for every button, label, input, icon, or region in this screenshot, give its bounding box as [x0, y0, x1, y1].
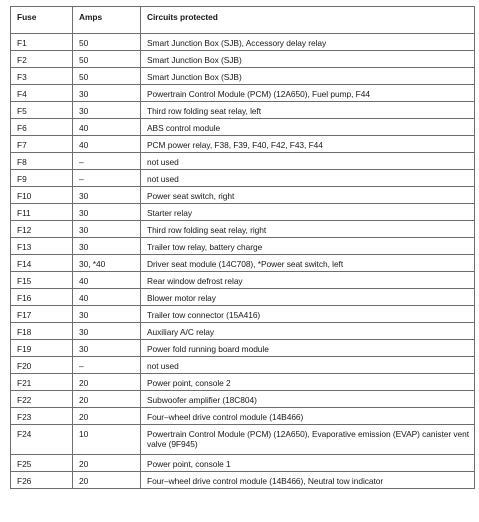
circuit-cell: Trailer tow relay, battery charge [141, 238, 475, 255]
header-row [11, 7, 475, 34]
fuse-cell: F11 [11, 204, 73, 221]
circuit-cell: Smart Junction Box (SJB) [141, 51, 475, 68]
fuse-table-body [11, 34, 475, 489]
circuit-cell: Blower motor relay [141, 289, 475, 306]
fuse-cell: F25 [11, 455, 73, 472]
fuse-cell: F16 [11, 289, 73, 306]
fuse-cell: F4 [11, 85, 73, 102]
circuit-cell: Rear window defrost relay [141, 272, 475, 289]
table-row [11, 255, 475, 272]
fuse-cell: F21 [11, 374, 73, 391]
header-circuits-protected: Circuits protected [141, 7, 475, 34]
amps-cell: 50 [73, 51, 141, 68]
table-row [11, 153, 475, 170]
fuse-cell: F14 [11, 255, 73, 272]
table-row [11, 357, 475, 374]
table-row [11, 306, 475, 323]
fuse-table [10, 6, 475, 489]
fuse-cell: F24 [11, 425, 73, 455]
amps-cell: 10 [73, 425, 141, 455]
amps-cell: 20 [73, 374, 141, 391]
amps-cell: 30 [73, 204, 141, 221]
fuse-cell: F17 [11, 306, 73, 323]
table-row [11, 170, 475, 187]
circuit-cell: Trailer tow connector (15A416) [141, 306, 475, 323]
fuse-cell: F23 [11, 408, 73, 425]
fuse-cell: F20 [11, 357, 73, 374]
circuit-cell: Power point, console 1 [141, 455, 475, 472]
table-row [11, 221, 475, 238]
table-row [11, 136, 475, 153]
amps-cell: 30 [73, 238, 141, 255]
circuit-cell: Starter relay [141, 204, 475, 221]
amps-cell: 20 [73, 408, 141, 425]
table-row [11, 119, 475, 136]
fuse-cell: F9 [11, 170, 73, 187]
table-row [11, 425, 475, 455]
amps-cell: 50 [73, 68, 141, 85]
header-amps: Amps [73, 7, 141, 34]
circuit-cell: Four–wheel drive control module (14B466), Neutral tow indicator [141, 472, 475, 489]
table-row [11, 323, 475, 340]
table-row [11, 187, 475, 204]
amps-cell: 30 [73, 187, 141, 204]
header-fuse: Fuse [11, 7, 73, 34]
fuse-cell: F22 [11, 391, 73, 408]
circuit-cell: not used [141, 357, 475, 374]
amps-cell: 50 [73, 34, 141, 51]
circuit-cell: Auxiliary A/C relay [141, 323, 475, 340]
circuit-cell: Smart Junction Box (SJB), Accessory delay relay [141, 34, 475, 51]
fuse-cell: F12 [11, 221, 73, 238]
circuit-cell: Power seat switch, right [141, 187, 475, 204]
amps-cell: 40 [73, 289, 141, 306]
fuse-cell: F19 [11, 340, 73, 357]
circuit-cell: Powertrain Control Module (PCM) (12A650), Fuel pump, F44 [141, 85, 475, 102]
circuit-cell: Power point, console 2 [141, 374, 475, 391]
circuit-cell: PCM power relay, F38, F39, F40, F42, F43, F44 [141, 136, 475, 153]
table-row [11, 51, 475, 68]
table-row [11, 391, 475, 408]
fuse-cell: F5 [11, 102, 73, 119]
circuit-cell: Power fold running board module [141, 340, 475, 357]
circuit-cell: Smart Junction Box (SJB) [141, 68, 475, 85]
circuit-cell: not used [141, 170, 475, 187]
table-row [11, 68, 475, 85]
table-row [11, 102, 475, 119]
fuse-cell: F3 [11, 68, 73, 85]
fuse-cell: F15 [11, 272, 73, 289]
amps-cell: 40 [73, 272, 141, 289]
table-row [11, 289, 475, 306]
amps-cell: 30 [73, 102, 141, 119]
amps-cell: 30 [73, 221, 141, 238]
table-row [11, 85, 475, 102]
fuse-cell: F7 [11, 136, 73, 153]
circuit-cell: Third row folding seat relay, left [141, 102, 475, 119]
circuit-cell: Subwoofer amplifier (18C804) [141, 391, 475, 408]
amps-cell: 40 [73, 136, 141, 153]
amps-cell: – [73, 153, 141, 170]
table-row [11, 272, 475, 289]
table-row [11, 455, 475, 472]
circuit-cell: ABS control module [141, 119, 475, 136]
amps-cell: 30 [73, 85, 141, 102]
circuit-cell: Four–wheel drive control module (14B466) [141, 408, 475, 425]
fuse-cell: F13 [11, 238, 73, 255]
amps-cell: 30 [73, 323, 141, 340]
fuse-cell: F1 [11, 34, 73, 51]
fuse-cell: F10 [11, 187, 73, 204]
amps-cell: 20 [73, 391, 141, 408]
table-row [11, 340, 475, 357]
amps-cell: 30 [73, 306, 141, 323]
table-row [11, 472, 475, 489]
amps-cell: 30, *40 [73, 255, 141, 272]
circuit-cell: Third row folding seat relay, right [141, 221, 475, 238]
amps-cell: – [73, 170, 141, 187]
amps-cell: 20 [73, 455, 141, 472]
fuse-cell: F26 [11, 472, 73, 489]
amps-cell: 30 [73, 340, 141, 357]
table-row [11, 374, 475, 391]
table-row [11, 204, 475, 221]
fuse-cell: F2 [11, 51, 73, 68]
amps-cell: 20 [73, 472, 141, 489]
circuit-cell: Powertrain Control Module (PCM) (12A650), Evaporative emission (EVAP) canister vent valve (9F945) [141, 425, 475, 455]
amps-cell: 40 [73, 119, 141, 136]
circuit-cell: Driver seat module (14C708), *Power seat switch, left [141, 255, 475, 272]
table-row [11, 34, 475, 51]
amps-cell: – [73, 357, 141, 374]
fuse-cell: F8 [11, 153, 73, 170]
fuse-cell: F6 [11, 119, 73, 136]
circuit-cell: not used [141, 153, 475, 170]
table-row [11, 408, 475, 425]
fuse-cell: F18 [11, 323, 73, 340]
table-row [11, 238, 475, 255]
